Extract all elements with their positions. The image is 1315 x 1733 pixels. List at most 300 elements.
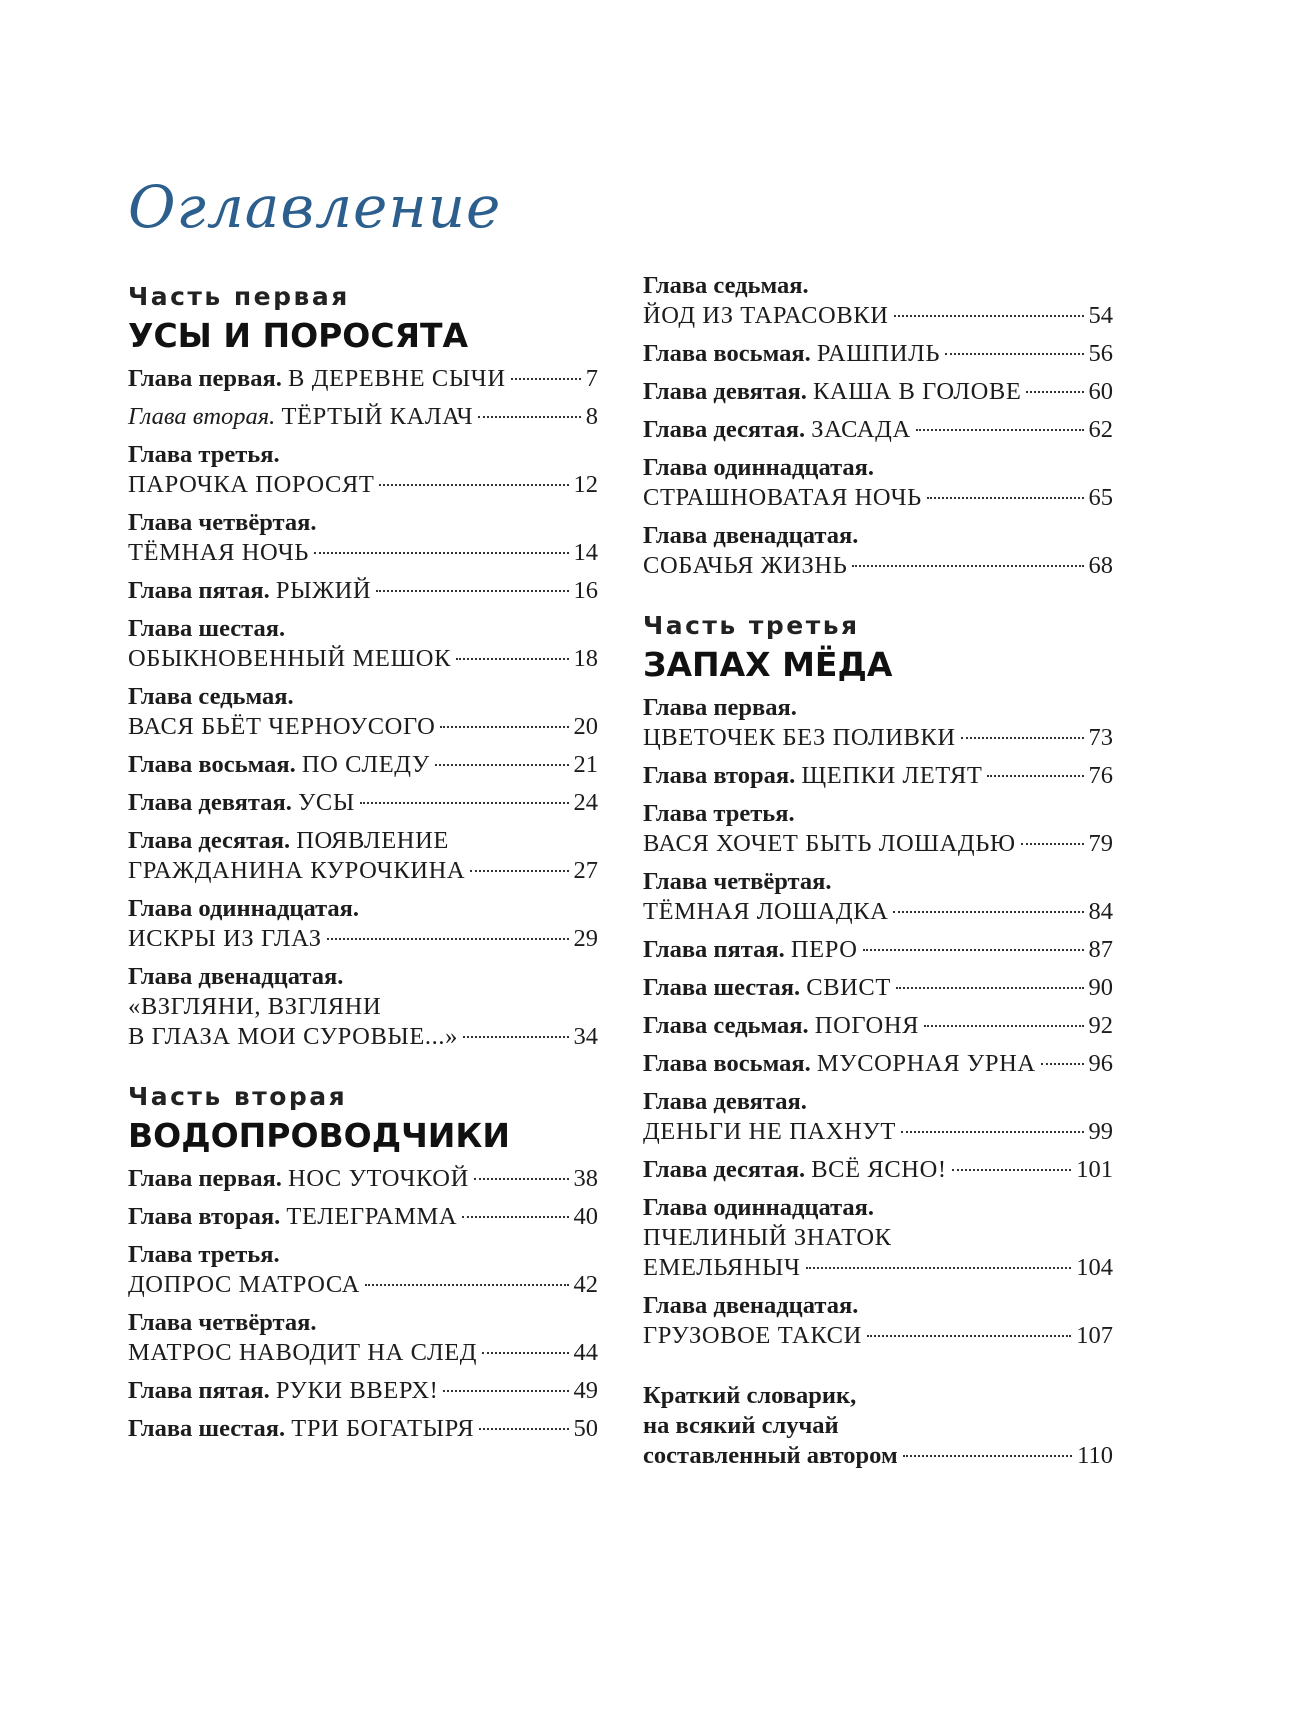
chapter-label: Глава седьмая. xyxy=(643,1012,809,1039)
chapter-entry xyxy=(643,1291,1113,1351)
part-title: ЗАПАХ МЁДА xyxy=(643,645,893,684)
chapter-label: Глава восьмая. xyxy=(643,340,811,367)
entry-line xyxy=(128,788,598,818)
entry-line xyxy=(128,644,598,674)
page-number: 68 xyxy=(1088,552,1113,579)
chapter-label: Глава четвёртая. xyxy=(643,868,832,895)
entry-line xyxy=(643,1193,1113,1223)
chapter-title: ПЕРО xyxy=(790,936,858,963)
page-number: 107 xyxy=(1076,1322,1113,1349)
chapter-title-continued: В ГЛАЗА МОИ СУРОВЫЕ...» xyxy=(128,1023,458,1050)
dot-leader xyxy=(945,353,1083,355)
dot-leader xyxy=(806,1267,1072,1269)
chapter-label: Глава пятая. xyxy=(128,1377,270,1404)
chapter-entry xyxy=(643,271,1113,331)
chapter-label: Глава первая. xyxy=(128,365,282,392)
entry-line xyxy=(643,693,1113,723)
chapter-title: ТЁРТЫЙ КАЛАЧ xyxy=(281,403,474,430)
chapter-title: ЙОД ИЗ ТАРАСОВКИ xyxy=(643,302,889,329)
chapter-title: ПОЯВЛЕНИЕ xyxy=(296,827,449,854)
entry-text xyxy=(128,1022,458,1052)
entry-text xyxy=(643,723,956,753)
entry-line xyxy=(128,538,598,568)
chapter-label: Глава одиннадцатая. xyxy=(128,895,360,922)
entry-text xyxy=(128,712,435,742)
chapter-label: Глава восьмая. xyxy=(643,1050,811,1077)
entry-line xyxy=(643,271,1113,301)
page-number: 104 xyxy=(1076,1254,1113,1281)
entry-text xyxy=(643,415,911,445)
chapter-label: Глава вторая. xyxy=(128,403,276,430)
glossary-text: на всякий случай xyxy=(643,1412,839,1439)
chapter-entry xyxy=(128,1376,598,1406)
toc-title: Оглавление xyxy=(128,173,502,241)
chapter-label: Глава третья. xyxy=(128,441,280,468)
entry-line xyxy=(643,483,1113,513)
entry-text xyxy=(643,301,889,331)
page-number: 54 xyxy=(1088,302,1113,329)
chapter-label: Глава двенадцатая. xyxy=(643,1292,859,1319)
chapter-title: ВАСЯ БЬЁТ ЧЕРНОУСОГО xyxy=(128,713,436,740)
chapter-label: Глава восьмая. xyxy=(128,751,296,778)
page-number: 99 xyxy=(1088,1118,1113,1145)
entry-line xyxy=(643,521,1113,551)
dot-leader xyxy=(867,1335,1071,1337)
chapter-title: В ДЕРЕВНЕ СЫЧИ xyxy=(288,365,506,392)
chapter-entry xyxy=(128,788,598,818)
entry-line xyxy=(643,1321,1113,1351)
chapter-entry xyxy=(128,1164,598,1194)
dot-leader xyxy=(961,737,1084,739)
dot-leader xyxy=(893,911,1083,913)
chapter-entry xyxy=(128,826,598,886)
entry-line xyxy=(128,924,598,954)
chapter-entry xyxy=(643,415,1113,445)
entry-line xyxy=(643,1381,1113,1411)
part-section xyxy=(128,1082,598,1444)
page-number: 34 xyxy=(573,1023,598,1050)
page-number: 16 xyxy=(573,577,598,604)
entry-text xyxy=(128,538,309,568)
chapter-entry xyxy=(128,440,598,500)
page-number: 7 xyxy=(585,365,598,392)
chapter-label: Глава двенадцатая. xyxy=(128,963,344,990)
chapter-title: ПАРОЧКА ПОРОСЯТ xyxy=(128,471,375,498)
entry-text xyxy=(643,1441,898,1471)
page-number: 24 xyxy=(573,789,598,816)
entry-text xyxy=(643,1223,892,1253)
entry-text xyxy=(128,470,374,500)
dot-leader xyxy=(327,938,569,940)
dot-leader xyxy=(901,1131,1084,1133)
dot-leader xyxy=(360,802,569,804)
entry-line xyxy=(128,856,598,886)
entry-line xyxy=(643,1011,1113,1041)
entry-text xyxy=(643,1155,947,1185)
dot-leader xyxy=(894,315,1084,317)
entry-text xyxy=(643,1291,858,1321)
entry-text xyxy=(128,576,371,606)
chapter-title: КАША В ГОЛОВЕ xyxy=(812,378,1022,405)
entry-text xyxy=(643,1253,801,1283)
glossary-text: составленный автором xyxy=(643,1442,898,1469)
entry-line xyxy=(643,799,1113,829)
part-label: Часть третья xyxy=(643,611,860,640)
page-number: 12 xyxy=(573,471,598,498)
chapter-entry xyxy=(128,1308,598,1368)
chapter-title: ГРУЗОВОЕ ТАКСИ xyxy=(643,1322,862,1349)
entry-text xyxy=(128,1414,474,1444)
part-label: Часть вторая xyxy=(128,1082,348,1111)
entry-text xyxy=(643,973,891,1003)
page-number: 14 xyxy=(573,539,598,566)
chapter-label: Глава вторая. xyxy=(128,1203,281,1230)
chapter-entry xyxy=(643,799,1113,859)
entry-text xyxy=(643,1011,919,1041)
entry-line xyxy=(643,377,1113,407)
dot-leader xyxy=(314,552,569,554)
chapter-title: ВСЁ ЯСНО! xyxy=(811,1156,947,1183)
entry-text xyxy=(643,377,1021,407)
chapter-title: МУСОРНАЯ УРНА xyxy=(816,1050,1036,1077)
chapter-title: ЩЕПКИ ЛЕТЯТ xyxy=(801,762,983,789)
entry-text xyxy=(128,894,359,924)
page-number: 62 xyxy=(1088,416,1113,443)
entry-text xyxy=(643,867,832,897)
chapter-entry xyxy=(643,453,1113,513)
dot-leader xyxy=(365,1284,569,1286)
chapter-entry xyxy=(643,1049,1113,1079)
entry-line xyxy=(643,1049,1113,1079)
dot-leader xyxy=(379,484,568,486)
page-number: 76 xyxy=(1088,762,1113,789)
page-number: 60 xyxy=(1088,378,1113,405)
glossary-entry xyxy=(643,1381,1113,1471)
dot-leader xyxy=(896,987,1084,989)
entry-text xyxy=(643,693,797,723)
dot-leader xyxy=(511,378,581,380)
chapter-label: Глава шестая. xyxy=(128,1415,286,1442)
chapter-label: Глава шестая. xyxy=(128,615,286,642)
entry-text xyxy=(643,1117,896,1147)
chapter-title: ДЕНЬГИ НЕ ПАХНУТ xyxy=(643,1118,896,1145)
entry-line xyxy=(128,470,598,500)
chapter-title: РУКИ ВВЕРХ! xyxy=(275,1377,439,1404)
entry-text xyxy=(128,364,506,394)
chapter-entry xyxy=(128,1414,598,1444)
page-number: 29 xyxy=(573,925,598,952)
chapter-label: Глава третья. xyxy=(128,1241,280,1268)
chapter-entry xyxy=(643,1155,1113,1185)
dot-leader xyxy=(462,1216,568,1218)
chapter-entry xyxy=(643,867,1113,927)
entry-text xyxy=(128,962,343,992)
entry-text xyxy=(643,799,795,829)
chapter-entry xyxy=(643,973,1113,1003)
entry-text xyxy=(128,1376,438,1406)
entry-text xyxy=(128,644,451,674)
dot-leader xyxy=(903,1455,1073,1457)
chapter-title: ТРИ БОГАТЫРЯ xyxy=(291,1415,475,1442)
page-number: 87 xyxy=(1088,936,1113,963)
entry-text xyxy=(128,1308,317,1338)
chapter-label: Глава четвёртая. xyxy=(128,1309,317,1336)
chapter-label: Глава седьмая. xyxy=(643,272,809,299)
chapter-title: ПЧЕЛИНЫЙ ЗНАТОК xyxy=(643,1224,892,1251)
chapter-label: Глава третья. xyxy=(643,800,795,827)
chapter-label: Глава пятая. xyxy=(643,936,785,963)
page-number: 79 xyxy=(1088,830,1113,857)
page-number: 49 xyxy=(573,1377,598,1404)
entry-text xyxy=(643,1049,1036,1079)
chapter-label: Глава десятая. xyxy=(643,1156,806,1183)
chapter-title: ТЁМНАЯ НОЧЬ xyxy=(128,539,309,566)
entry-line xyxy=(643,723,1113,753)
page-number: 101 xyxy=(1076,1156,1113,1183)
dot-leader xyxy=(924,1025,1083,1027)
entry-line xyxy=(128,1338,598,1368)
entry-text xyxy=(643,551,847,581)
chapter-entry xyxy=(643,693,1113,753)
dot-leader xyxy=(440,726,568,728)
dot-leader xyxy=(435,764,569,766)
entry-text xyxy=(128,924,322,954)
page-number: 65 xyxy=(1088,484,1113,511)
dot-leader xyxy=(456,658,568,660)
entry-line xyxy=(643,1155,1113,1185)
dot-leader xyxy=(479,1428,568,1430)
page-number: 96 xyxy=(1088,1050,1113,1077)
chapter-title: ЦВЕТОЧЕК БЕЗ ПОЛИВКИ xyxy=(643,724,956,751)
entry-text xyxy=(643,935,858,965)
chapter-label: Глава девятая. xyxy=(643,1088,807,1115)
chapter-label: Глава двенадцатая. xyxy=(643,522,859,549)
entry-line xyxy=(643,897,1113,927)
dot-leader xyxy=(952,1169,1072,1171)
entry-line xyxy=(643,973,1113,1003)
entry-line xyxy=(643,301,1113,331)
entry-line xyxy=(128,1164,598,1194)
dot-leader xyxy=(482,1352,568,1354)
dot-leader xyxy=(463,1036,569,1038)
entry-text xyxy=(128,402,473,432)
entry-line xyxy=(643,1087,1113,1117)
chapter-entry xyxy=(128,894,598,954)
entry-line xyxy=(128,1270,598,1300)
page-number: 20 xyxy=(573,713,598,740)
dot-leader xyxy=(478,416,581,418)
chapter-entry xyxy=(643,1193,1113,1283)
entry-line xyxy=(643,761,1113,791)
entry-line xyxy=(128,1022,598,1052)
page-number: 42 xyxy=(573,1271,598,1298)
chapter-label: Глава одиннадцатая. xyxy=(643,1194,875,1221)
entry-line xyxy=(128,364,598,394)
dot-leader xyxy=(376,590,568,592)
chapter-label: Глава седьмая. xyxy=(128,683,294,710)
toc-column-right xyxy=(643,271,1113,1479)
part-section xyxy=(128,282,598,1052)
entry-text xyxy=(128,1164,469,1194)
entry-text xyxy=(643,339,940,369)
chapter-title: СВИСТ xyxy=(806,974,891,1001)
chapter-title: РЫЖИЙ xyxy=(275,577,372,604)
chapter-title: РАШПИЛЬ xyxy=(816,340,941,367)
chapter-label: Глава шестая. xyxy=(643,974,801,1001)
entry-text xyxy=(643,1087,807,1117)
entry-line xyxy=(643,1291,1113,1321)
chapter-entry xyxy=(128,508,598,568)
entry-line xyxy=(128,576,598,606)
page-number: 73 xyxy=(1088,724,1113,751)
page-number: 110 xyxy=(1077,1442,1113,1469)
chapter-entry xyxy=(643,1087,1113,1147)
page-number: 38 xyxy=(573,1165,598,1192)
chapter-title: ТЕЛЕГРАММА xyxy=(286,1203,458,1230)
chapter-entry xyxy=(643,935,1113,965)
entry-line xyxy=(128,894,598,924)
chapter-label: Глава вторая. xyxy=(643,762,796,789)
chapter-label: Глава одиннадцатая. xyxy=(643,454,875,481)
chapter-title: СОБАЧЬЯ ЖИЗНЬ xyxy=(643,552,848,579)
entry-line xyxy=(643,867,1113,897)
entry-text xyxy=(643,271,809,301)
chapter-entry xyxy=(128,1240,598,1300)
chapter-entry xyxy=(128,576,598,606)
chapter-label: Глава первая. xyxy=(643,694,797,721)
glossary-text: Краткий словарик, xyxy=(643,1382,857,1409)
entry-text xyxy=(128,750,430,780)
entry-text xyxy=(128,992,381,1022)
entry-line xyxy=(643,935,1113,965)
entry-line xyxy=(643,551,1113,581)
entry-line xyxy=(643,339,1113,369)
entry-line xyxy=(128,1308,598,1338)
chapter-label: Глава десятая. xyxy=(128,827,291,854)
chapter-title: ОБЫКНОВЕННЫЙ МЕШОК xyxy=(128,645,452,672)
chapter-entry xyxy=(643,761,1113,791)
entry-line xyxy=(128,402,598,432)
chapter-title: «ВЗГЛЯНИ, ВЗГЛЯНИ xyxy=(128,993,382,1020)
entry-line xyxy=(643,1117,1113,1147)
entry-line xyxy=(128,1202,598,1232)
chapter-label: Глава десятая. xyxy=(643,416,806,443)
entry-line xyxy=(128,962,598,992)
entry-text xyxy=(643,483,922,513)
page-number: 8 xyxy=(585,403,598,430)
chapter-entry xyxy=(643,521,1113,581)
dot-leader xyxy=(927,497,1084,499)
entry-line xyxy=(643,1411,1113,1441)
dot-leader xyxy=(1041,1063,1084,1065)
entry-line xyxy=(128,750,598,780)
chapter-title: УСЫ xyxy=(297,789,355,816)
dot-leader xyxy=(470,870,568,872)
page-number: 27 xyxy=(573,857,598,884)
entry-line xyxy=(128,992,598,1022)
entry-line xyxy=(128,1376,598,1406)
chapter-entry xyxy=(128,364,598,394)
chapter-title: ПОГОНЯ xyxy=(814,1012,920,1039)
chapter-label: Глава четвёртая. xyxy=(128,509,317,536)
entry-line xyxy=(128,682,598,712)
chapter-entry xyxy=(643,377,1113,407)
entry-text xyxy=(643,897,888,927)
part-section xyxy=(643,271,1113,581)
page-number: 90 xyxy=(1088,974,1113,1001)
entry-line xyxy=(128,1240,598,1270)
chapter-title-continued: ЕМЕЛЬЯНЫЧ xyxy=(643,1254,801,1281)
dot-leader xyxy=(443,1390,568,1392)
entry-line xyxy=(643,415,1113,445)
chapter-entry xyxy=(128,962,598,1052)
part-label: Часть первая xyxy=(128,282,350,311)
chapter-entry xyxy=(643,339,1113,369)
entry-text xyxy=(128,614,285,644)
entry-text xyxy=(128,682,294,712)
entry-text xyxy=(128,1270,360,1300)
chapter-title: ИСКРЫ ИЗ ГЛАЗ xyxy=(128,925,322,952)
chapter-title: МАТРОС НАВОДИТ НА СЛЕД xyxy=(128,1339,478,1366)
entry-line xyxy=(128,1414,598,1444)
entry-text xyxy=(643,1381,856,1411)
entry-text xyxy=(643,1411,839,1441)
chapter-title: ЗАСАДА xyxy=(811,416,911,443)
page-number: 40 xyxy=(573,1203,598,1230)
entry-text xyxy=(643,829,1016,859)
dot-leader xyxy=(916,429,1084,431)
entry-text xyxy=(128,788,355,818)
entry-line xyxy=(128,440,598,470)
chapter-title-continued: ГРАЖДАНИНА КУРОЧКИНА xyxy=(128,857,466,884)
chapter-entry xyxy=(128,614,598,674)
entry-text xyxy=(128,508,317,538)
chapter-entry xyxy=(128,682,598,742)
chapter-title: ДОПРОС МАТРОСА xyxy=(128,1271,360,1298)
chapter-label: Глава девятая. xyxy=(128,789,292,816)
chapter-title: ПО СЛЕДУ xyxy=(301,751,430,778)
entry-line xyxy=(128,508,598,538)
part-title: ВОДОПРОВОДЧИКИ xyxy=(128,1116,510,1155)
entry-text xyxy=(128,1240,280,1270)
entry-line xyxy=(643,1223,1113,1253)
entry-text xyxy=(643,521,858,551)
entry-line xyxy=(643,829,1113,859)
dot-leader xyxy=(1021,843,1084,845)
chapter-label: Глава девятая. xyxy=(643,378,807,405)
entry-text xyxy=(643,761,982,791)
page-number: 92 xyxy=(1088,1012,1113,1039)
entry-line xyxy=(643,1253,1113,1283)
chapter-title: СТРАШНОВАТАЯ НОЧЬ xyxy=(643,484,922,511)
chapter-entry xyxy=(128,1202,598,1232)
chapter-label: Глава пятая. xyxy=(128,577,270,604)
chapter-title: ВАСЯ ХОЧЕТ БЫТЬ ЛОШАДЬЮ xyxy=(643,830,1016,857)
chapter-title: НОС УТОЧКОЙ xyxy=(288,1165,469,1192)
dot-leader xyxy=(863,949,1084,951)
entry-text xyxy=(643,1193,874,1223)
chapter-entry xyxy=(128,402,598,432)
chapter-entry xyxy=(643,1011,1113,1041)
page-number: 56 xyxy=(1088,340,1113,367)
chapter-entry xyxy=(128,750,598,780)
entry-line xyxy=(128,826,598,856)
part-title: УСЫ И ПОРОСЯТА xyxy=(128,316,469,355)
entry-text xyxy=(128,1202,457,1232)
toc-column-left xyxy=(128,282,598,1474)
entry-line xyxy=(643,453,1113,483)
page-number: 84 xyxy=(1088,898,1113,925)
